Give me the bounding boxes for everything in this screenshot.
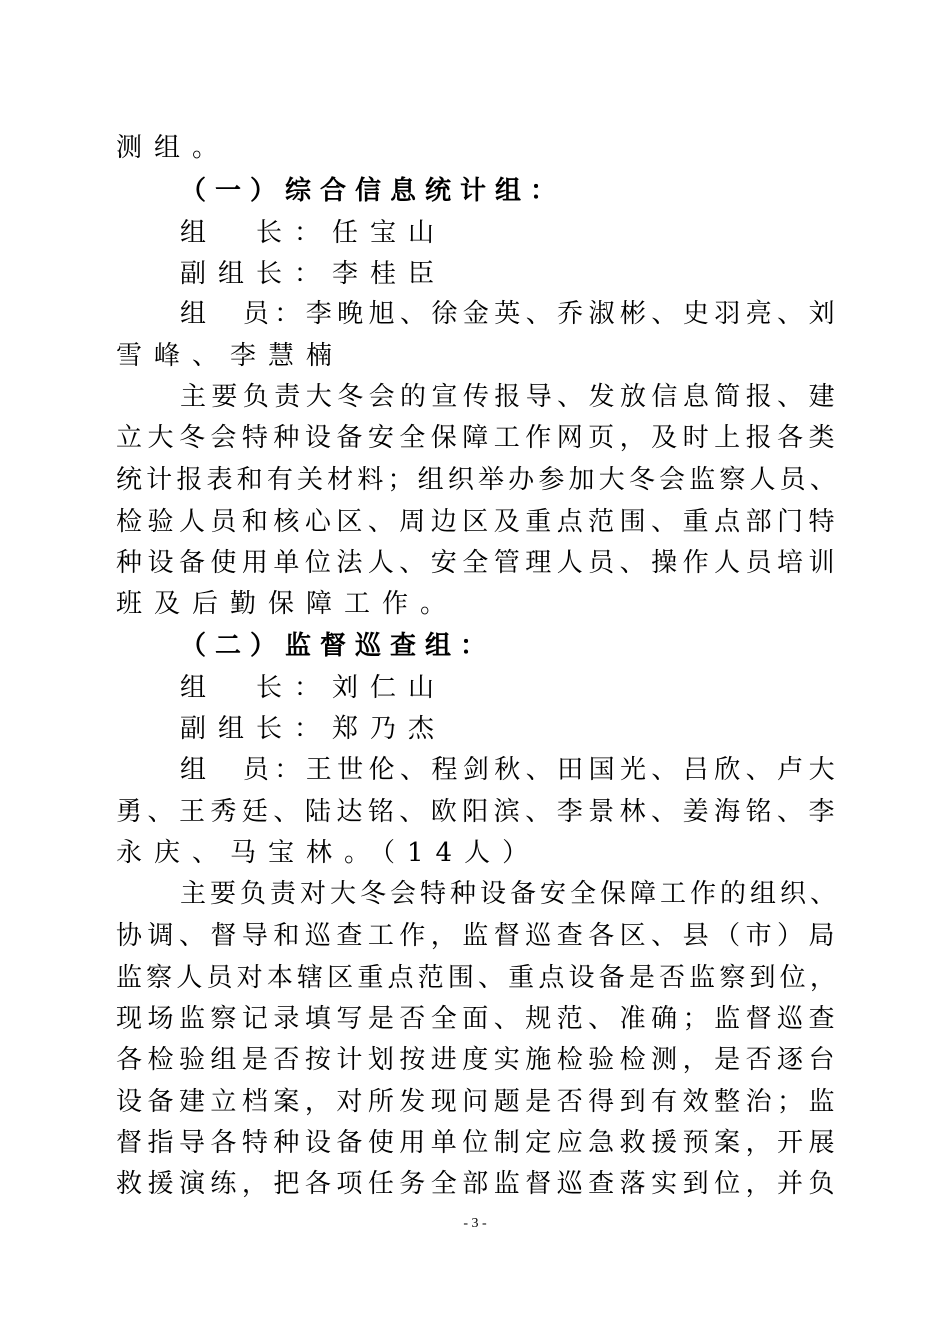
body-text-line: 现场监察记录填写是否全面、规范、准确；监督巡查 <box>116 1004 841 1034</box>
deputy-leader-line: 副组长：李桂臣 <box>180 259 447 289</box>
body-text-line: 种设备使用单位法人、安全管理人员、操作人员培训 <box>116 548 841 578</box>
body-text-line: 统计报表和有关材料；组织举办参加大冬会监察人员、 <box>116 465 841 495</box>
body-text-line: 设备建立档案，对所发现问题是否得到有效整治；监 <box>116 1087 841 1117</box>
body-text-line: 检验人员和核心区、周边区及重点范围、重点部门特 <box>116 507 841 537</box>
body-text-line: 救援演练，把各项任务全部监督巡查落实到位，并负 <box>116 1169 841 1199</box>
members-line: 勇、王秀廷、陆达铭、欧阳滨、李景林、姜海铭、李 <box>116 797 841 827</box>
body-text-line: 监察人员对本辖区重点范围、重点设备是否监察到位， <box>116 963 841 993</box>
body-text-line: 主要负责对大冬会特种设备安全保障工作的组织、 <box>180 879 841 909</box>
deputy-leader-line: 副组长：郑乃杰 <box>180 714 447 744</box>
page-number: - 3 - <box>463 1216 487 1231</box>
members-line: 雪峰、李慧楠 <box>116 341 345 371</box>
members-line: 永庆、马宝林。（14人） <box>116 838 541 868</box>
body-text-line: 督指导各特种设备使用单位制定应急救援预案，开展 <box>116 1128 841 1158</box>
body-text-line: 测组。 <box>116 133 231 163</box>
body-text-line: 主要负责大冬会的宣传报导、发放信息简报、建 <box>180 382 841 412</box>
body-text-line: 立大冬会特种设备安全保障工作网页，及时上报各类 <box>116 423 841 453</box>
section-heading: （二）监督巡查组： <box>180 631 496 661</box>
body-text-line: 各检验组是否按计划按进度实施检验检测，是否逐台 <box>116 1045 841 1075</box>
members-line: 组 员：李晚旭、徐金英、乔淑彬、史羽亮、刘 <box>180 299 841 329</box>
group-leader-line: 组 长：刘仁山 <box>180 673 447 703</box>
section-heading: （一）综合信息统计组： <box>180 176 566 206</box>
body-text-line: 班及后勤保障工作。 <box>116 589 459 619</box>
group-leader-line: 组 长：任宝山 <box>180 218 447 248</box>
members-line: 组 员：王世伦、程剑秋、田国光、吕欣、卢大 <box>180 755 841 785</box>
body-text-line: 协调、督导和巡查工作，监督巡查各区、县（市）局 <box>116 921 841 951</box>
